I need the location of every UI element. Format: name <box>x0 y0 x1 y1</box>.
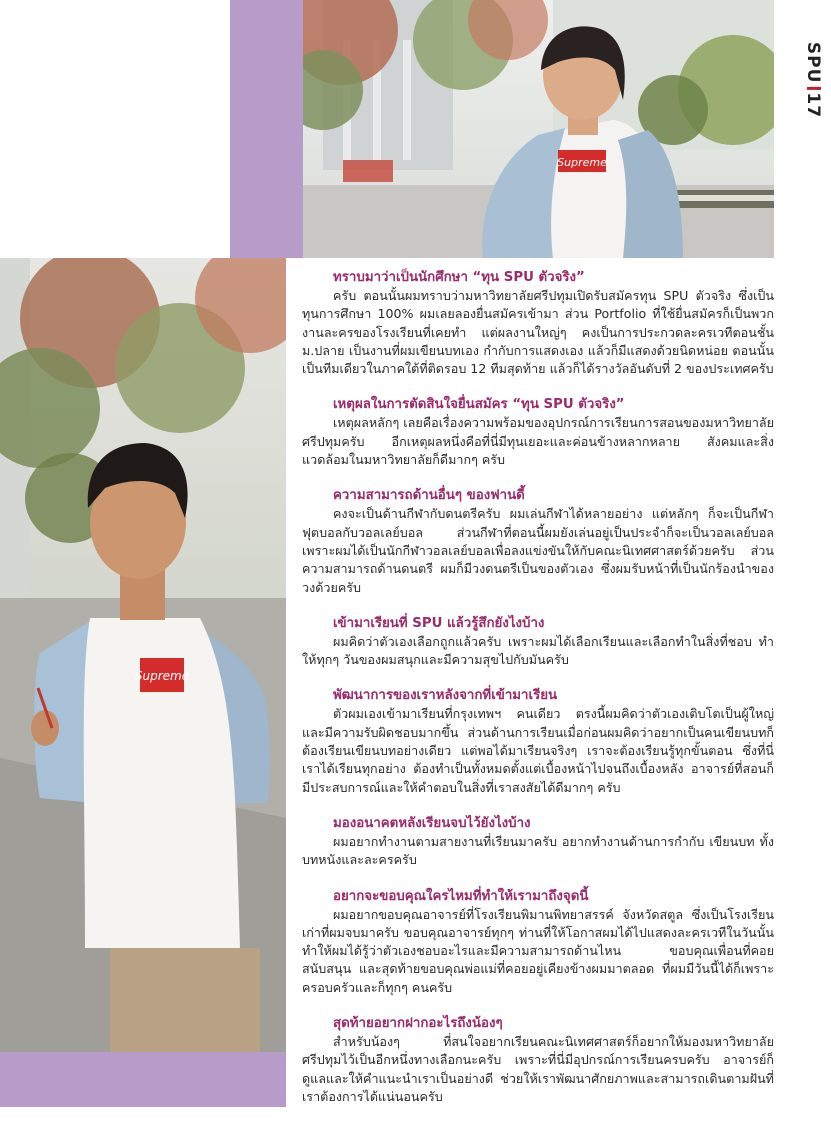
photo-top <box>303 0 774 258</box>
section-future <box>302 814 774 870</box>
section-body: ครับ ตอนนั้นผมทราบว่ามหาวิทยาลัยศรีปทุมเปิดรับสมัครทุน SPU ตัวจริง ซึ่งเป็นทุนการศึกษา 100% ผมเลยลองยื่นสมัครเข้ามา ส่วน Portfolio ที่ใช้ยื่นสมัครก็เป็นพวกงานละครของโรงเรียนที่เคยทำ แต่ผลงานใหญ่ๆ คงเป็นการประกวดละครเวทีตอนชั้น ม.ปลาย เป็นงานที่ผมเขียนบทเอง กำกับการแสดงเอง แล้วก็มีแสดงด้วยนิดหน่อย ตอนนั้นเป็นทีมเดียวในภาคใต้ที่ติดรอบ 12 ทีมสุดท้าย แล้วก็ได้รางวัลอันดับที่ 2 ของประเทศครับ <box>302 288 774 377</box>
section-scholarship <box>302 268 774 378</box>
section-feelings <box>302 614 774 670</box>
section-title: ทราบมาว่าเป็นนักศึกษา “ทุน SPU ตัวจริง” <box>333 270 585 285</box>
section-title: สุดท้ายอยากฝากอะไรถึงน้องๆ <box>333 1016 503 1032</box>
brand-logo: SPU <box>803 41 823 84</box>
section-thanks <box>302 887 774 997</box>
section-body: ตัวผมเองเข้ามาเรียนที่กรุงเทพฯ คนเดียว ตรงนี้ผมคิดว่าตัวเองเติบโตเป็นผู้ใหญ่และมีความรับผิดชอบมากขึ้น ส่วนด้านการเรียนเมื่อก่อนผมคิดว่าอยากเป็นคนเขียนบทก็ต้องเรียนเขียนบทอย่างเดียว แต่พอได้มาเรียนจริงๆ เราจะต้องเรียนรู้ทุกขั้นตอน ซึ่งที่นี่เราได้เรียนทุกอย่าง ต้องทำเป็นทั้งหมดตั้งแต่เบื้องหน้าไปจนถึงเบื้องหลัง อาจารย์ที่สอนก็มีประสบการณ์และให้คำตอบในสิ่งที่เราสงสัยได้ดีมากๆ ครับ <box>302 706 774 795</box>
photo-left <box>0 258 286 1052</box>
section-body: สำหรับน้องๆ ที่สนใจอยากเรียนคณะนิเทศศาสตร์ก็อยากให้มองมหาวิทยาลัยศรีปทุมไว้เป็นอีกหนึ่งทางเลือกนะครับ เพราะที่นี่มีอุปกรณ์การเรียนครบครับ อาจารย์ก็ดูแลและให้คำแนะนำเราเป็นอย่างดี ช่วยให้เราพัฒนาศักยภาพและสามารถเดินตามฝันที่เราต้องการได้แน่นอนครับ <box>302 1034 774 1104</box>
shirt-text-left: Supreme <box>134 669 190 683</box>
section-body: ผมคิดว่าตัวเองเลือกถูกแล้วครับ เพราะผมได้เลือกเรียนและเลือกทำในสิ่งที่ชอบ ทำให้ทุกๆ วันของผมสนุกและมีความสุขไปกับมันครับ <box>302 633 774 668</box>
section-title: พัฒนาการของเราหลังจากที่เข้ามาเรียน <box>333 688 558 704</box>
section-growth <box>302 686 774 796</box>
section-body: ผมอยากขอบคุณอาจารย์ที่โรงเรียนพิมานพิทยาสรรค์ จังหวัดสตูล ซึ่งเป็นโรงเรียนเก่าที่ผมจบมาครับ ขอบคุณอาจารย์ทุกๆ ท่านที่ให้โอกาสผมได้ไปแสดงละครเวทีในวันนั้น ทำให้ผมได้รู้ว่าตัวเองชอบอะไรและมีความสามารถด้านไหน ขอบคุณเพื่อนที่คอยสนับสนุน และสุดท้ายขอบคุณพ่อแม่ที่คอยอยู่เคียงข้างผมมาตลอด ที่ผมมีวันนี้ได้ก็เพราะครอบครัวและก็ทุกๆ คนครับ <box>302 906 774 995</box>
article <box>302 268 774 1123</box>
section-title: ความสามารถด้านอื่นๆ ของฟานดี้ <box>333 488 525 504</box>
section-message <box>302 1014 774 1106</box>
section-title: มองอนาคตหลังเรียนจบไว้ยังไงบ้าง <box>333 815 531 831</box>
section-body: คงจะเป็นด้านกีฬากับดนตรีครับ ผมเล่นกีฬาได้หลายอย่าง แต่หลักๆ ก็จะเป็นกีฬาฟุตบอลกับวอลเลย์บอล ส่วนกีฬาที่ตอนนี้ผมยังเล่นอยู่เป็นประจำก็จะเป็นวอลเลย์บอล เพราะผมได้เป็นนักกีฬาวอลเลย์บอลเพื่อลงแข่งขันให้กับคณะนิเทศศาสตร์ด้วยครับ ส่วนความสามารถด้านดนตรี ผมก็มีวงดนตรีเป็นของตัวเอง ซึ่งผมรับหน้าที่เป็นนักร้องนำของวงด้วยครับ <box>302 506 774 595</box>
section-talents <box>302 486 774 596</box>
accent-block-top <box>230 0 303 258</box>
section-title: เหตุผลในการตัดสินใจยื่นสมัคร “ทุน SPU ตัวจริง” <box>333 397 625 413</box>
masthead <box>801 40 825 120</box>
section-reason <box>302 395 774 469</box>
accent-block-bottom <box>0 1052 286 1107</box>
section-title: อยากจะขอบคุณใครไหมที่ทำให้เรามาถึงจุดนี้ <box>333 888 589 904</box>
section-body: ผมอยากทำงานตามสายงานที่เรียนมาครับ อยากทำงานด้านการกำกับ เขียนบท ทั้งบทหนังและละครครับ <box>302 833 774 868</box>
shirt-text-top: Supreme <box>557 156 607 169</box>
page-number: 17 <box>803 92 823 119</box>
section-title: เข้ามาเรียนที่ SPU แล้วรู้สึกยังไงบ้าง <box>333 615 545 631</box>
logo-mark <box>807 86 821 89</box>
section-body: เหตุผลหลักๆ เลยคือเรื่องความพร้อมของอุปกรณ์การเรียนการสอนของมหาวิทยาลัยศรีปทุมครับ อีกเหตุผลหนึ่งคือที่นี่มีทุนเยอะและค่อนข้างหลากหลาย สังคมและสิ่งแวดล้อมในมหาวิทยาลัยก็ดีมากๆ ครับ <box>302 415 774 468</box>
